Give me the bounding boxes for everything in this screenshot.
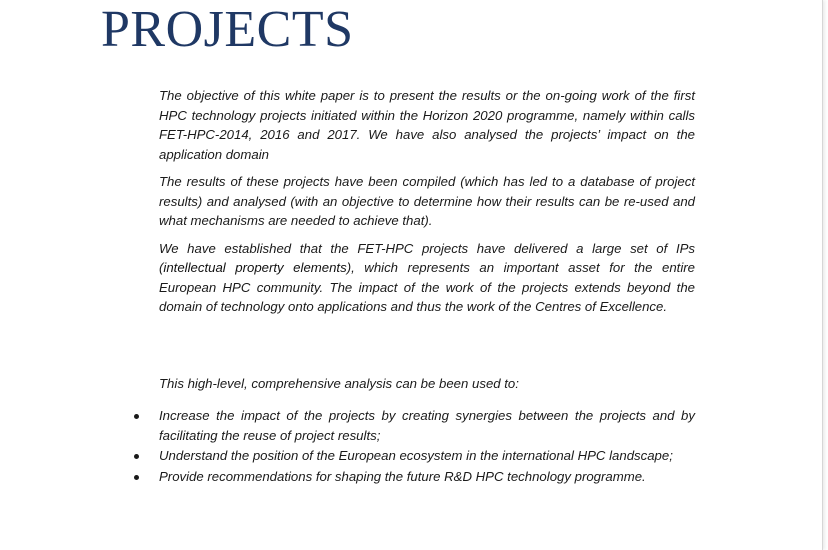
list-item bbox=[159, 467, 695, 487]
paragraph-ip-text-before: We have established that the FET-HPC projects have delivered a large set of IPs ( bbox=[159, 240, 695, 275]
paragraph-results: The results of these projects have been compiled (which has led to a database of project results) and analysed (with an objective to determine how their results can be re-used and what mechanisms are needed to achieve that). bbox=[159, 174, 695, 228]
bullet-icon bbox=[134, 414, 139, 419]
bullet-icon bbox=[134, 475, 139, 480]
paragraph-ip-assets bbox=[159, 239, 695, 317]
list-item bbox=[159, 446, 695, 466]
ip-term: intellectual property elements bbox=[163, 260, 347, 275]
body-text bbox=[159, 86, 695, 325]
bullet-icon bbox=[134, 454, 139, 459]
list-item-text: Provide recommendations for shaping the future R&D HPC technology programme. bbox=[159, 468, 646, 484]
paragraph-objective: The objective of this white paper is to present the results or the on-going work of the first HPC technology projects initiated within the Horizon 2020 programme, namely within calls FET-HPC-2014, 2016 and 2017. We have also analysed the projects’ impact on the application domain bbox=[159, 88, 695, 162]
bullet-list bbox=[159, 406, 695, 487]
list-item-text: Increase the impact of the projects by creating synergies between the projects and by facilitating the reuse of project results; bbox=[159, 408, 695, 443]
analysis-intro: This high-level, comprehensive analysis can be been used to: bbox=[159, 376, 519, 391]
list-item bbox=[159, 406, 695, 445]
paragraph-ip-text-after: ), which represents an important asset for the entire European HPC community. The impact of the work of the projects extends beyond the domain of technology onto applications and thus the work of the Centres of Excellence. bbox=[159, 260, 695, 314]
list-item-text: Understand the position of the European ecosystem in the international HPC landscape; bbox=[159, 448, 673, 463]
section-heading: PROJECTS bbox=[101, 1, 354, 58]
